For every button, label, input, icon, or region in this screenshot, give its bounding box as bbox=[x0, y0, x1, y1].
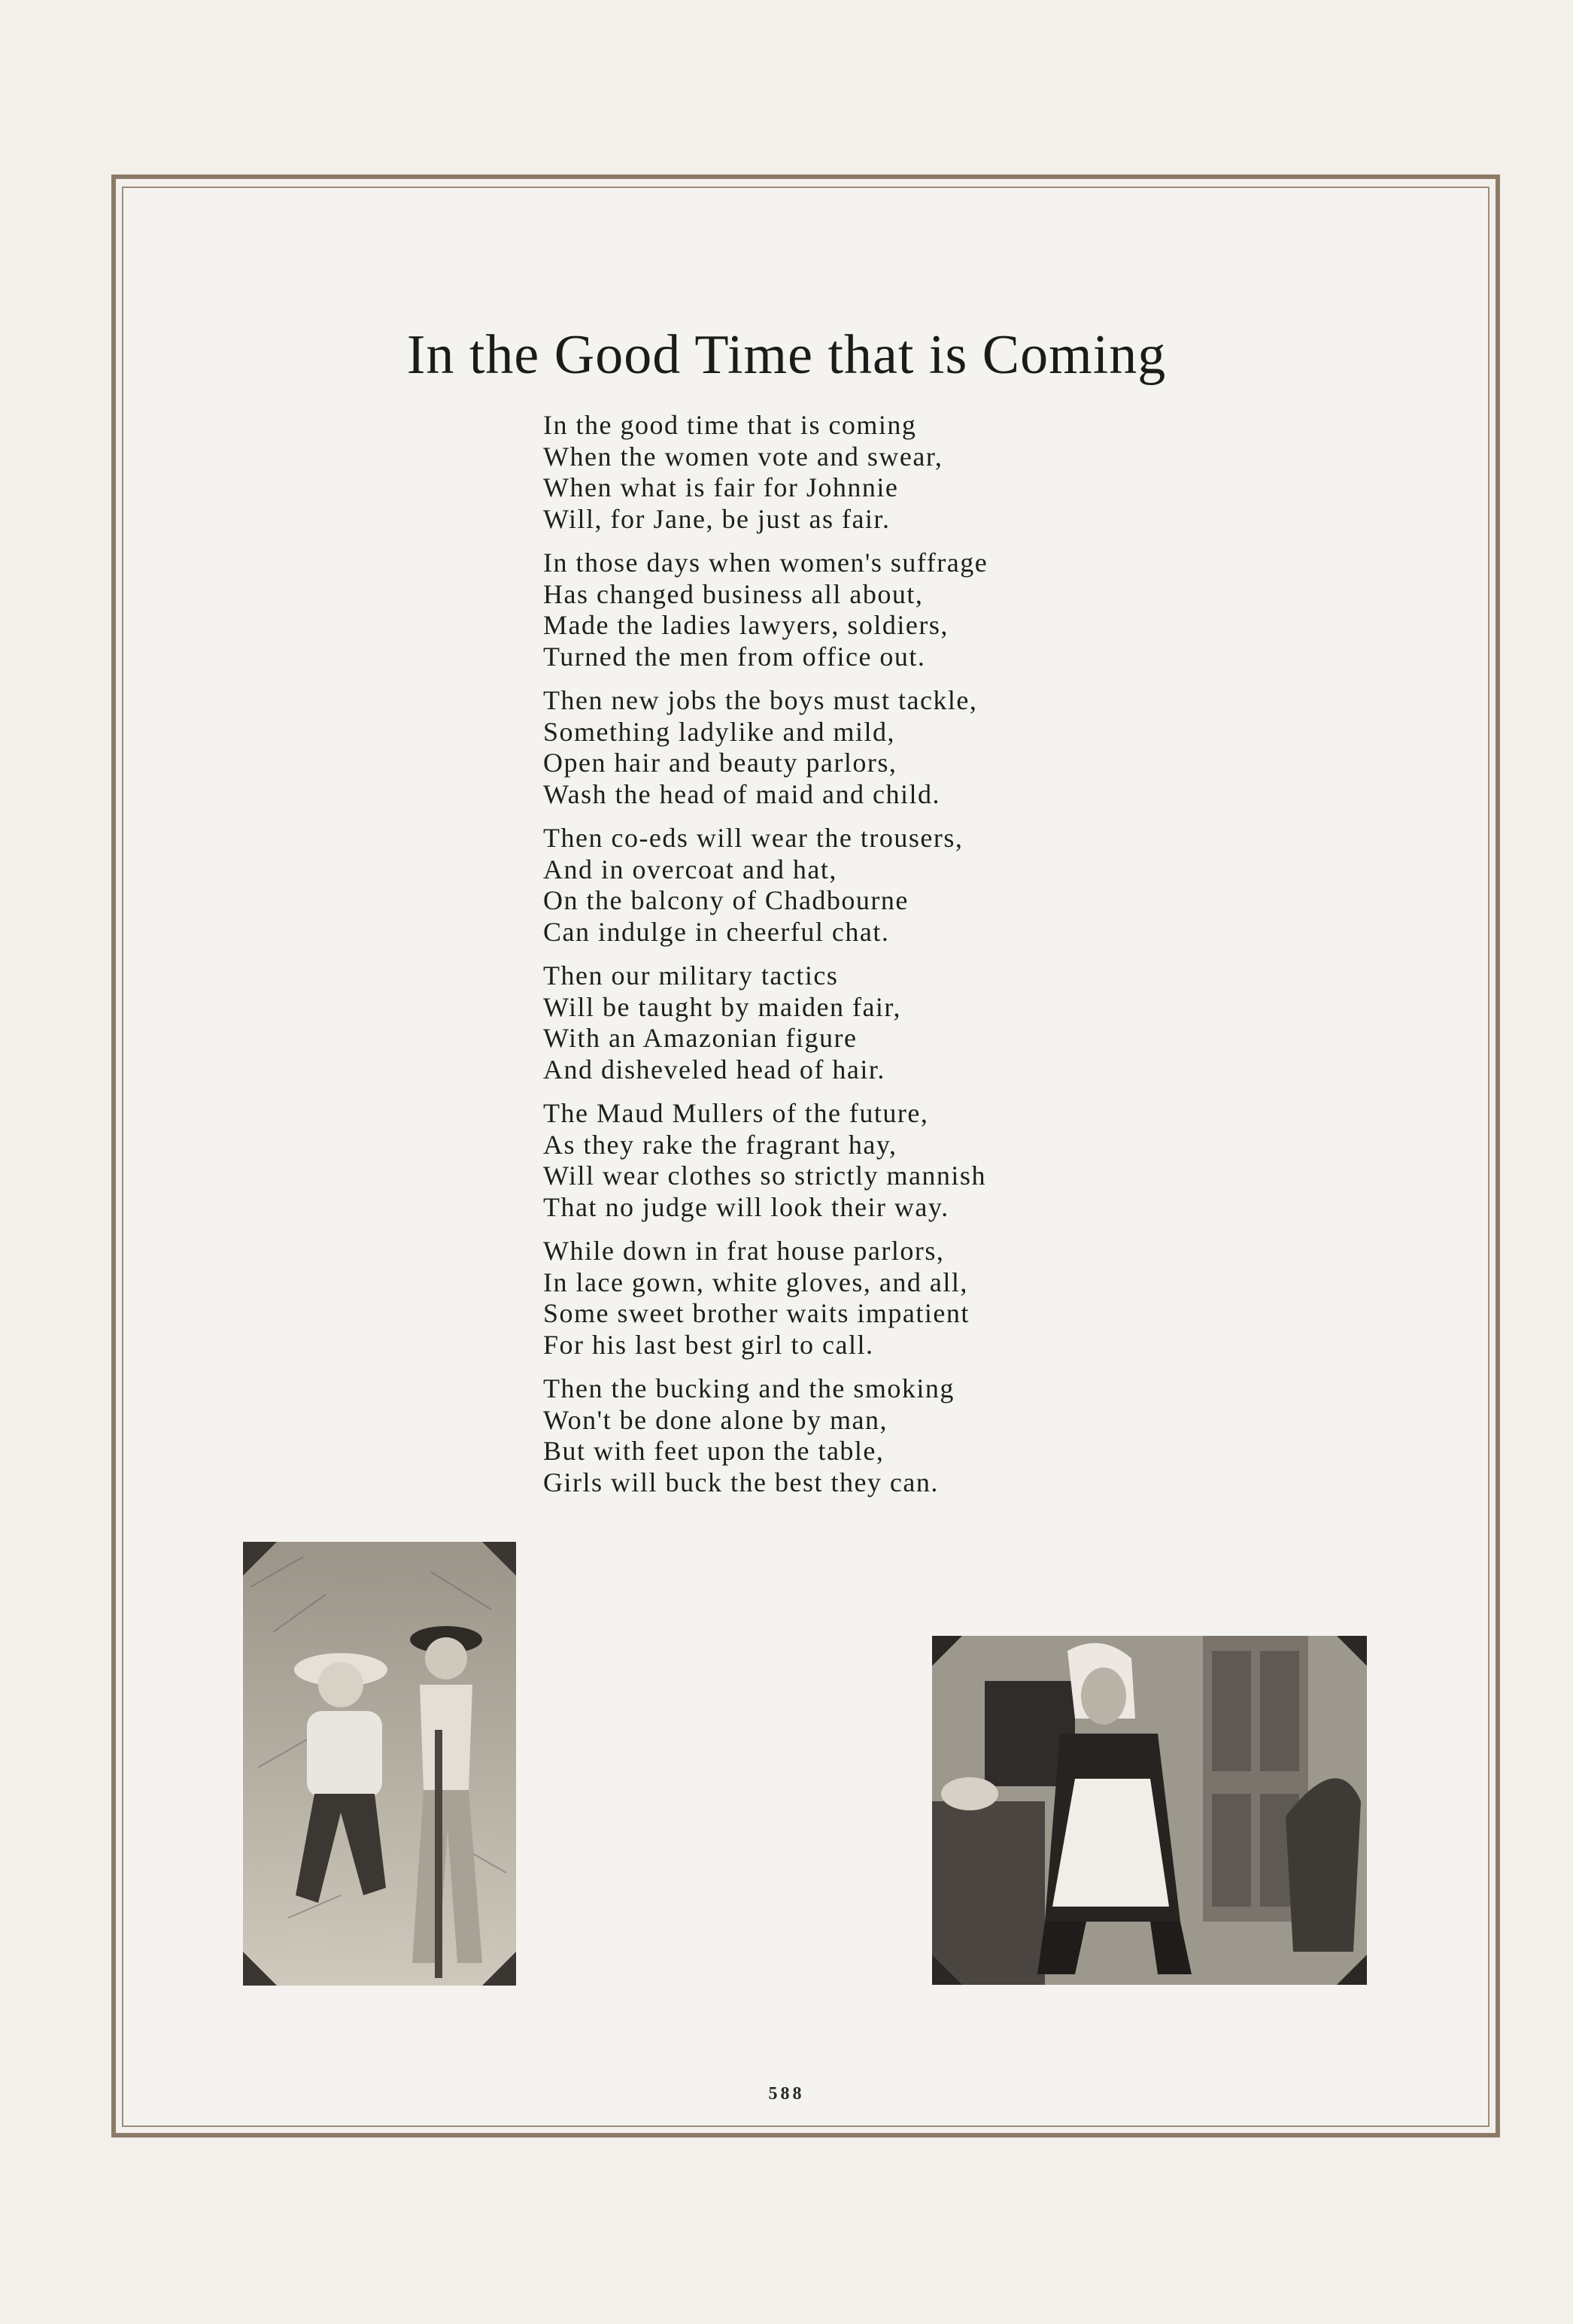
poem-line: On the balcony of Chadbourne bbox=[543, 885, 909, 915]
poem-line: Then our military tactics bbox=[543, 960, 839, 991]
poem-line: Made the ladies lawyers, soldiers, bbox=[543, 610, 949, 640]
stanza bbox=[543, 1373, 1115, 1498]
poem-line: Something ladylike and mild, bbox=[543, 716, 895, 747]
poem-line: And disheveled head of hair. bbox=[543, 1054, 885, 1085]
photo-kitchen-figure-drawing bbox=[932, 1636, 1367, 1985]
stanza bbox=[543, 1236, 1115, 1361]
poem-line: The Maud Mullers of the future, bbox=[543, 1098, 929, 1128]
poem-line: Wash the head of maid and child. bbox=[543, 778, 940, 809]
poem-line: As they rake the fragrant hay, bbox=[543, 1129, 897, 1160]
poem-line: Then the bucking and the smoking bbox=[543, 1373, 955, 1403]
poem-line: Then new jobs the boys must tackle, bbox=[543, 685, 978, 715]
poem-line: Can indulge in cheerful chat. bbox=[543, 916, 890, 947]
poem-line: Will be taught by maiden fair, bbox=[543, 991, 901, 1022]
poem-line: Open hair and beauty parlors, bbox=[543, 748, 897, 778]
poem-line: When the women vote and swear, bbox=[543, 441, 943, 472]
poem-line: But with feet upon the table, bbox=[543, 1436, 885, 1466]
page-number: 588 bbox=[768, 2084, 805, 2104]
poem-body bbox=[543, 410, 1115, 1511]
poem-line: Turned the men from office out. bbox=[543, 641, 926, 672]
stanza bbox=[543, 960, 1115, 1085]
poem-line: When what is fair for Johnnie bbox=[543, 472, 899, 502]
poem-line: While down in frat house parlors, bbox=[543, 1236, 945, 1266]
poem-line: For his last best girl to call. bbox=[543, 1329, 874, 1360]
poem-line: Some sweet brother waits impatient bbox=[543, 1298, 970, 1328]
poem-line: Then co-eds will wear the trousers, bbox=[543, 823, 964, 853]
poem-line: Girls will buck the best they can. bbox=[543, 1467, 939, 1497]
photo-hayfield-figures bbox=[243, 1542, 516, 1986]
poem-line: In lace gown, white gloves, and all, bbox=[543, 1267, 968, 1297]
poem-line: Has changed business all about, bbox=[543, 578, 924, 609]
poem-line: That no judge will look their way. bbox=[543, 1191, 949, 1222]
photo-hayfield-figures-drawing bbox=[243, 1542, 516, 1986]
photo-kitchen-figure bbox=[932, 1636, 1367, 1985]
poem-line: With an Amazonian figure bbox=[543, 1023, 858, 1053]
poem-line: And in overcoat and hat, bbox=[543, 854, 837, 884]
stanza bbox=[543, 1098, 1115, 1223]
stanza bbox=[543, 410, 1115, 535]
poem-title: In the Good Time that is Coming bbox=[406, 324, 1167, 386]
stanza bbox=[543, 685, 1115, 810]
poem-line: Will wear clothes so strictly mannish bbox=[543, 1160, 986, 1191]
stanza bbox=[543, 823, 1115, 948]
poem-line: Will, for Jane, be just as fair. bbox=[543, 503, 891, 534]
stanza bbox=[543, 548, 1115, 672]
poem-line: In those days when women's suffrage bbox=[543, 548, 988, 578]
poem-line: Won't be done alone by man, bbox=[543, 1404, 888, 1435]
poem-line: In the good time that is coming bbox=[543, 410, 917, 440]
